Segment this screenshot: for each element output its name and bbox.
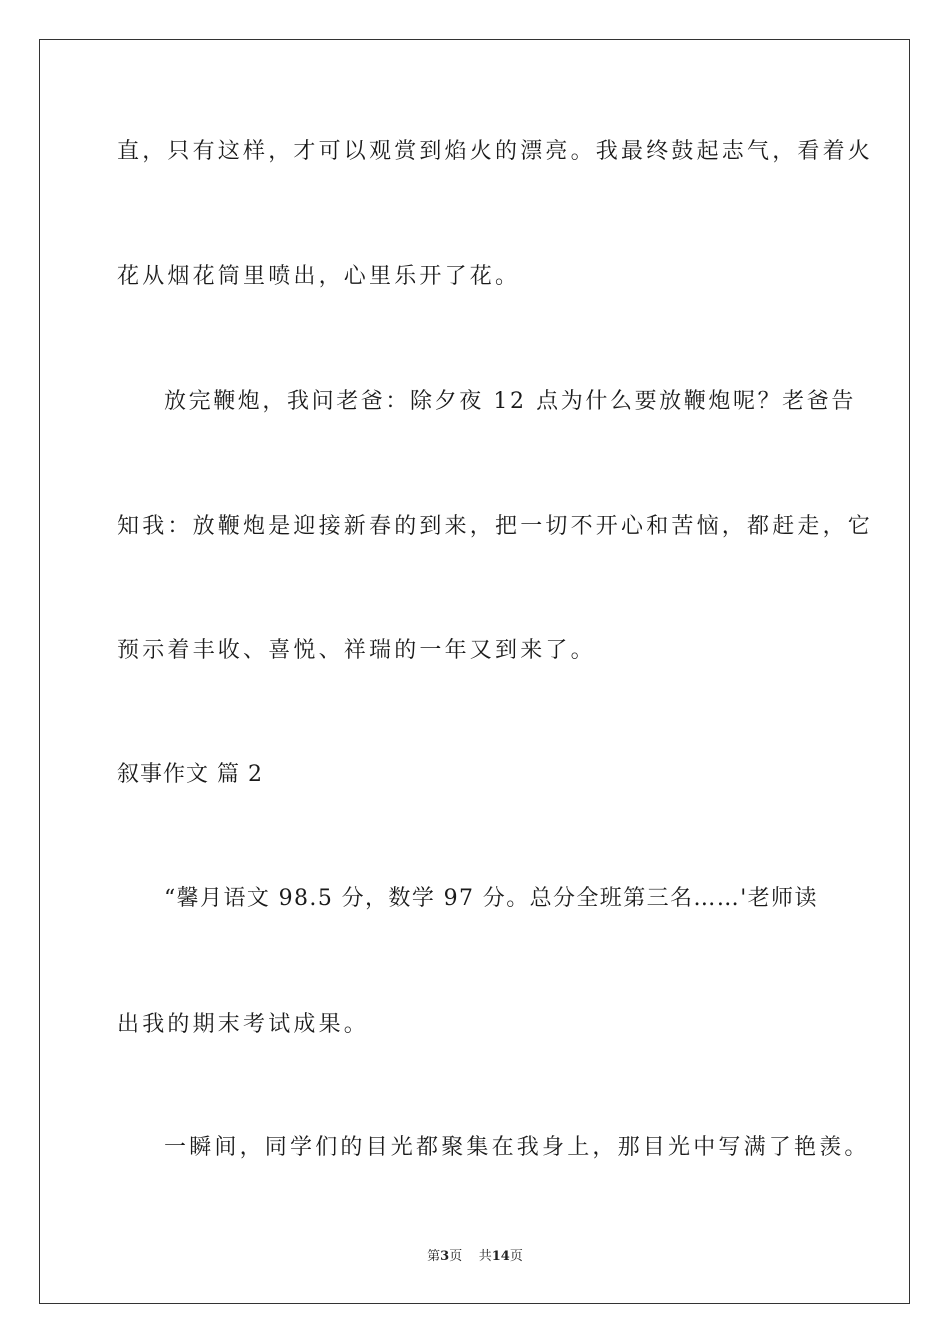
footer-total-prefix: 共 xyxy=(478,1249,492,1264)
footer-total-suffix: 页 xyxy=(509,1249,523,1264)
text-line: 直，只有这样，才可以观赏到焰火的漂亮。我最终鼓起志气，看着火 xyxy=(117,139,874,164)
text-line: 花从烟花筒里喷出，心里乐开了花。 xyxy=(117,264,521,289)
text-line: “馨月语文 98.5 分，数学 97 分。总分全班第三名……'老师读 xyxy=(164,886,818,911)
footer-page-number: 3 xyxy=(440,1249,450,1264)
section-heading: 叙事作文 篇 2 xyxy=(117,762,263,787)
footer-page-suffix: 页 xyxy=(449,1249,463,1264)
page-frame xyxy=(39,39,910,1304)
text-line: 一瞬间，同学们的目光都聚集在我身上，那目光中写满了艳羡。 xyxy=(164,1135,870,1160)
footer-total-pages: 14 xyxy=(491,1249,510,1264)
text-line: 知我：放鞭炮是迎接新春的到来，把一切不开心和苦恼，都赶走，它 xyxy=(117,514,874,539)
text-line: 出我的期末考试成果。 xyxy=(117,1012,370,1037)
footer-page-prefix: 第 xyxy=(427,1249,441,1264)
page-footer xyxy=(0,1248,950,1266)
text-line: 放完鞭炮，我问老爸：除夕夜 12 点为什么要放鞭炮呢？老爸告 xyxy=(164,389,856,414)
text-line: 预示着丰收、喜悦、祥瑞的一年又到来了。 xyxy=(117,638,596,663)
